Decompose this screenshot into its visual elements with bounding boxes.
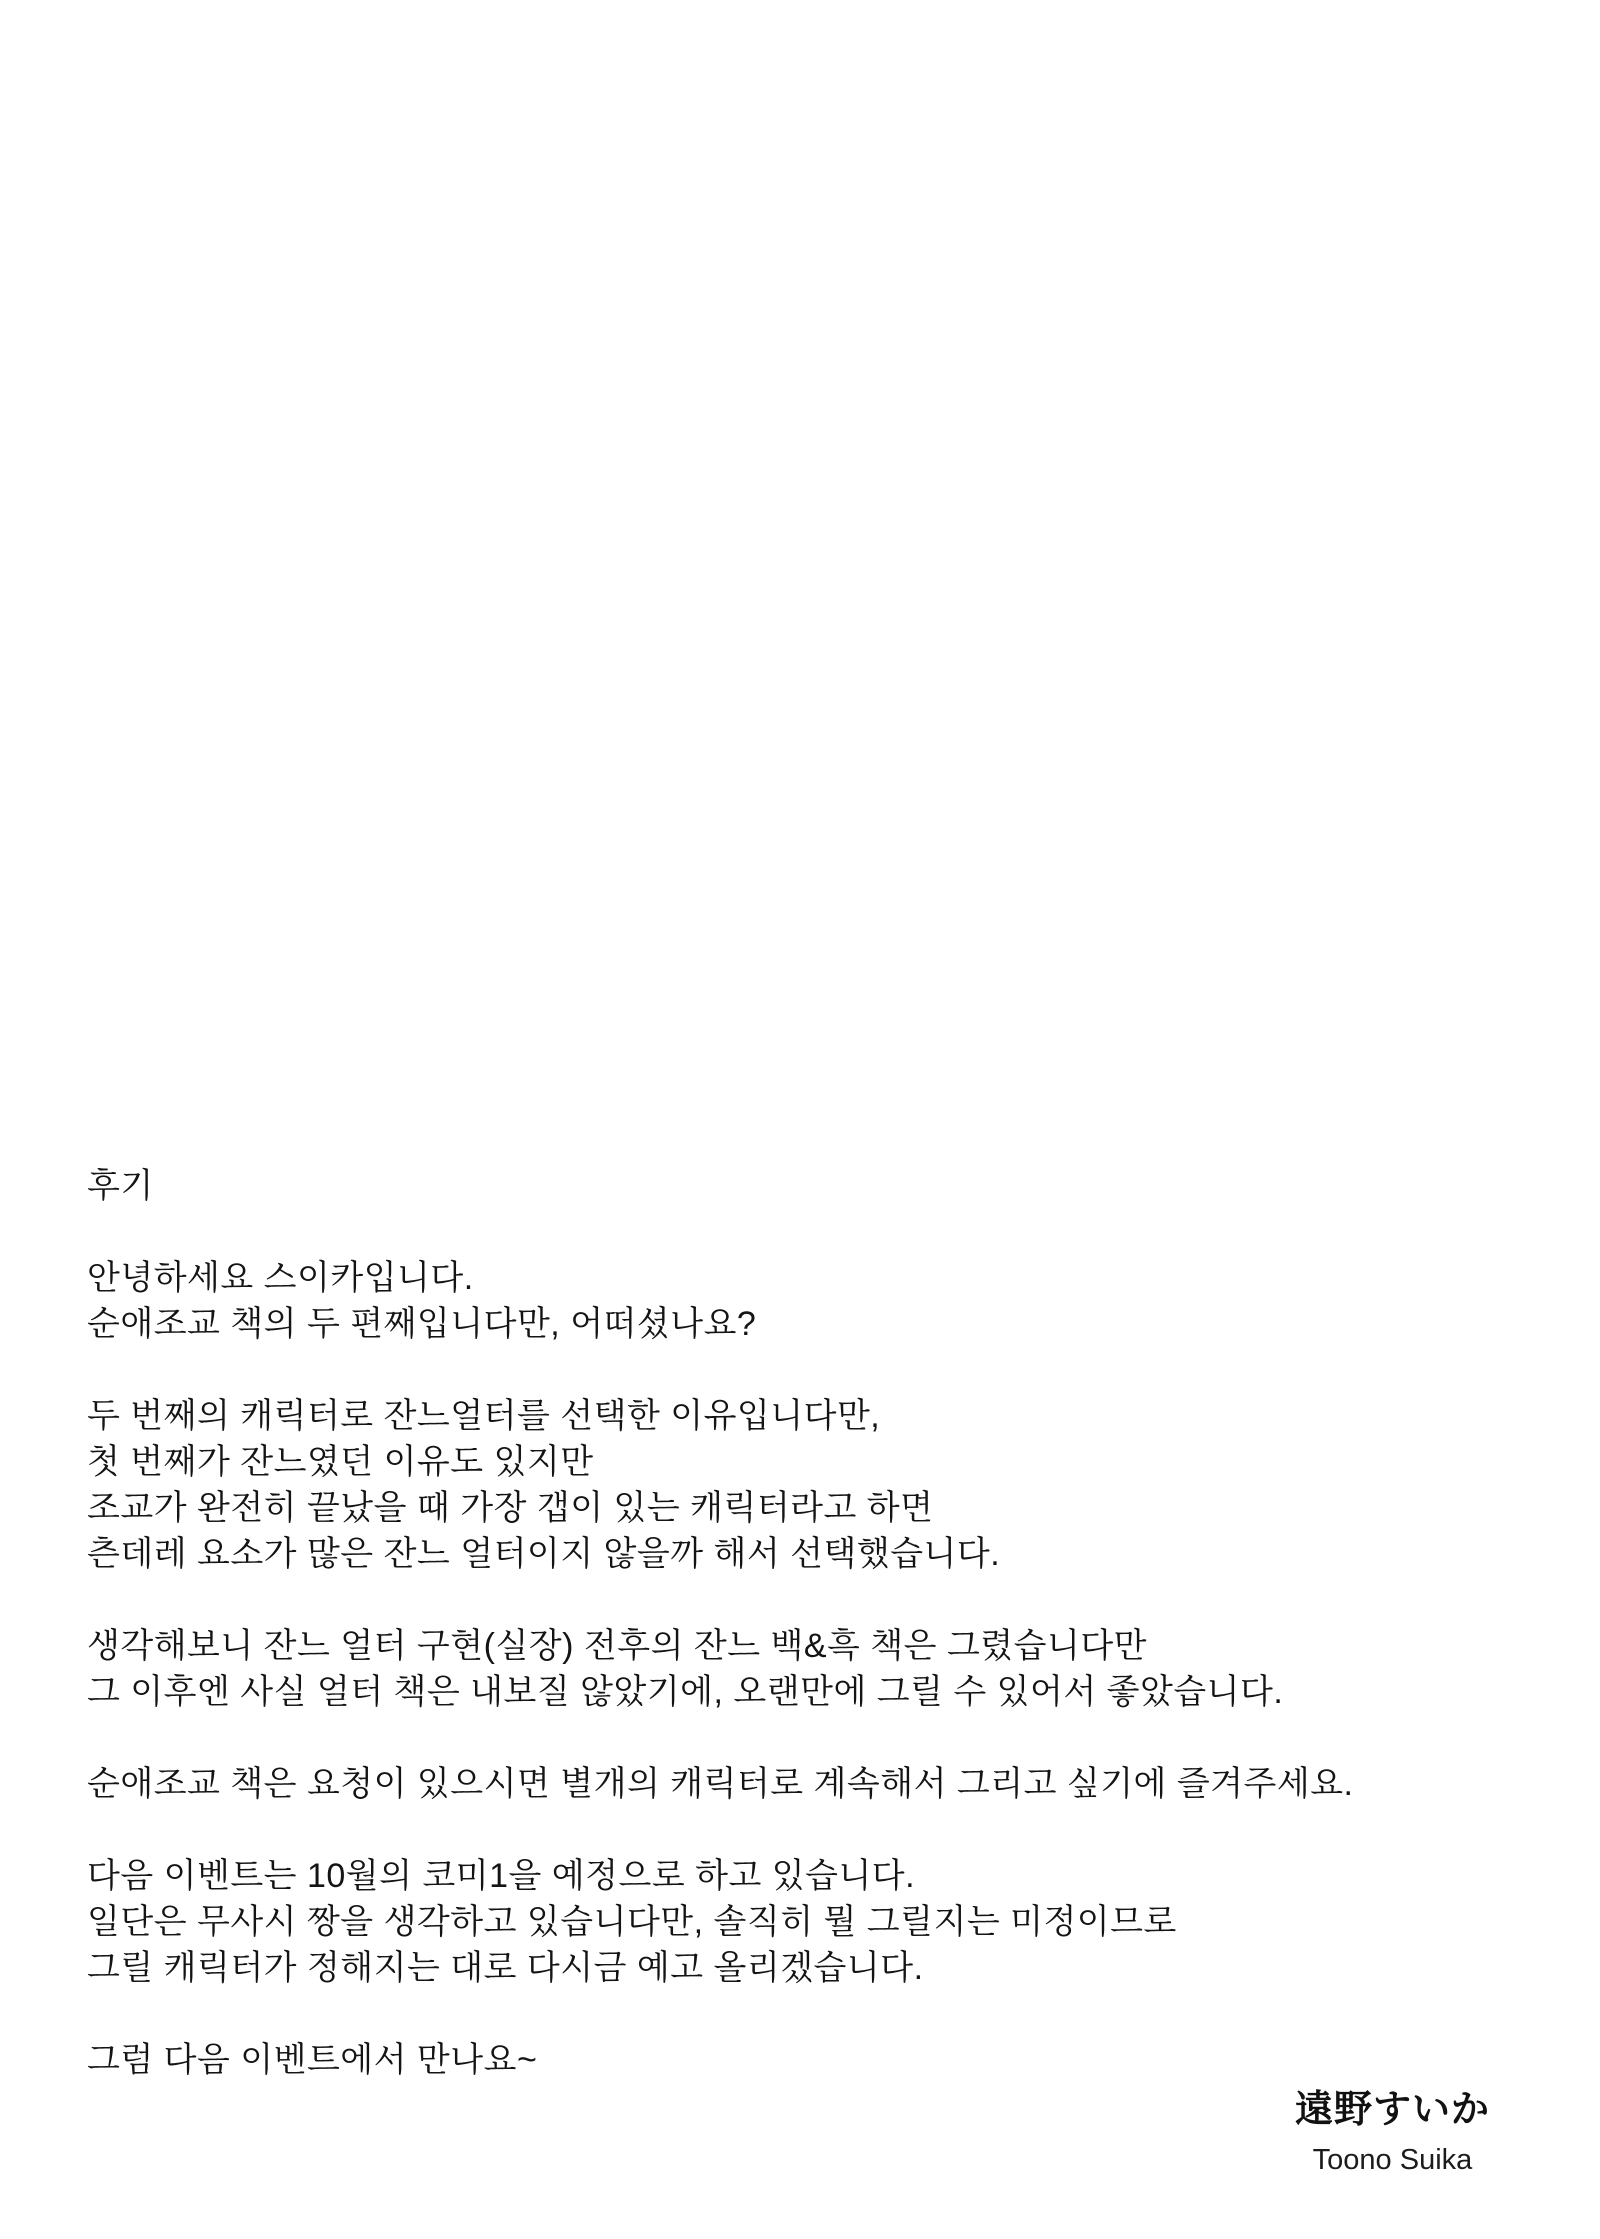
- afterword-line: 생각해보니 잔느 얼터 구현(실장) 전후의 잔느 백&흑 책은 그렸습니다만: [87, 1627, 1148, 1665]
- afterword-title: 후기: [87, 1167, 154, 1205]
- afterword-line: 안녕하세요 스이카입니다.: [87, 1259, 474, 1297]
- author-name-japanese: 遠野すいか: [1294, 2089, 1490, 2131]
- afterword-line: 첫 번째가 잔느였던 이유도 있지만: [87, 1443, 594, 1481]
- afterword-line: 일단은 무사시 짱을 생각하고 있습니다만, 솔직히 뭘 그릴지는 미정이므로: [87, 1903, 1177, 1941]
- afterword-paragraph: [87, 1853, 1354, 1991]
- afterword-line: 조교가 완전히 끝났을 때 가장 갭이 있는 캐릭터라고 하면: [87, 1489, 934, 1527]
- afterword-line: 그럼 다음 이벤트에서 만나요~: [87, 2041, 538, 2079]
- afterword-text-block: [87, 1163, 1354, 2083]
- afterword-paragraphs: [87, 1255, 1354, 2083]
- afterword-paragraph: [87, 1393, 1354, 1577]
- signature-block: [1295, 2089, 1490, 2177]
- afterword-line: 순애조교 책의 두 편째입니다만, 어떠셨나요?: [87, 1305, 757, 1343]
- afterword-paragraph: [87, 2037, 1354, 2083]
- afterword-line: 두 번째의 캐릭터로 잔느얼터를 선택한 이유입니다만,: [87, 1397, 881, 1435]
- afterword-line: 순애조교 책은 요청이 있으시면 별개의 캐릭터로 계속해서 그리고 싶기에 즐겨주세요.: [87, 1765, 1354, 1803]
- afterword-line: 다음 이벤트는 10월의 코미1을 예정으로 하고 있습니다.: [87, 1857, 916, 1895]
- afterword-line: 츤데레 요소가 많은 잔느 얼터이지 않을까 해서 선택했습니다.: [87, 1535, 1001, 1573]
- afterword-line: 그 이후엔 사실 얼터 책은 내보질 않았기에, 오랜만에 그릴 수 있어서 좋았습니다.: [87, 1673, 1284, 1711]
- afterword-line: 그릴 캐릭터가 정해지는 대로 다시금 예고 올리겠습니다.: [87, 1949, 924, 1987]
- author-name-romaji: Toono Suika: [1312, 2143, 1473, 2176]
- afterword-paragraph: [87, 1623, 1354, 1715]
- afterword-paragraph: [87, 1255, 1354, 1347]
- afterword-paragraph: [87, 1761, 1354, 1807]
